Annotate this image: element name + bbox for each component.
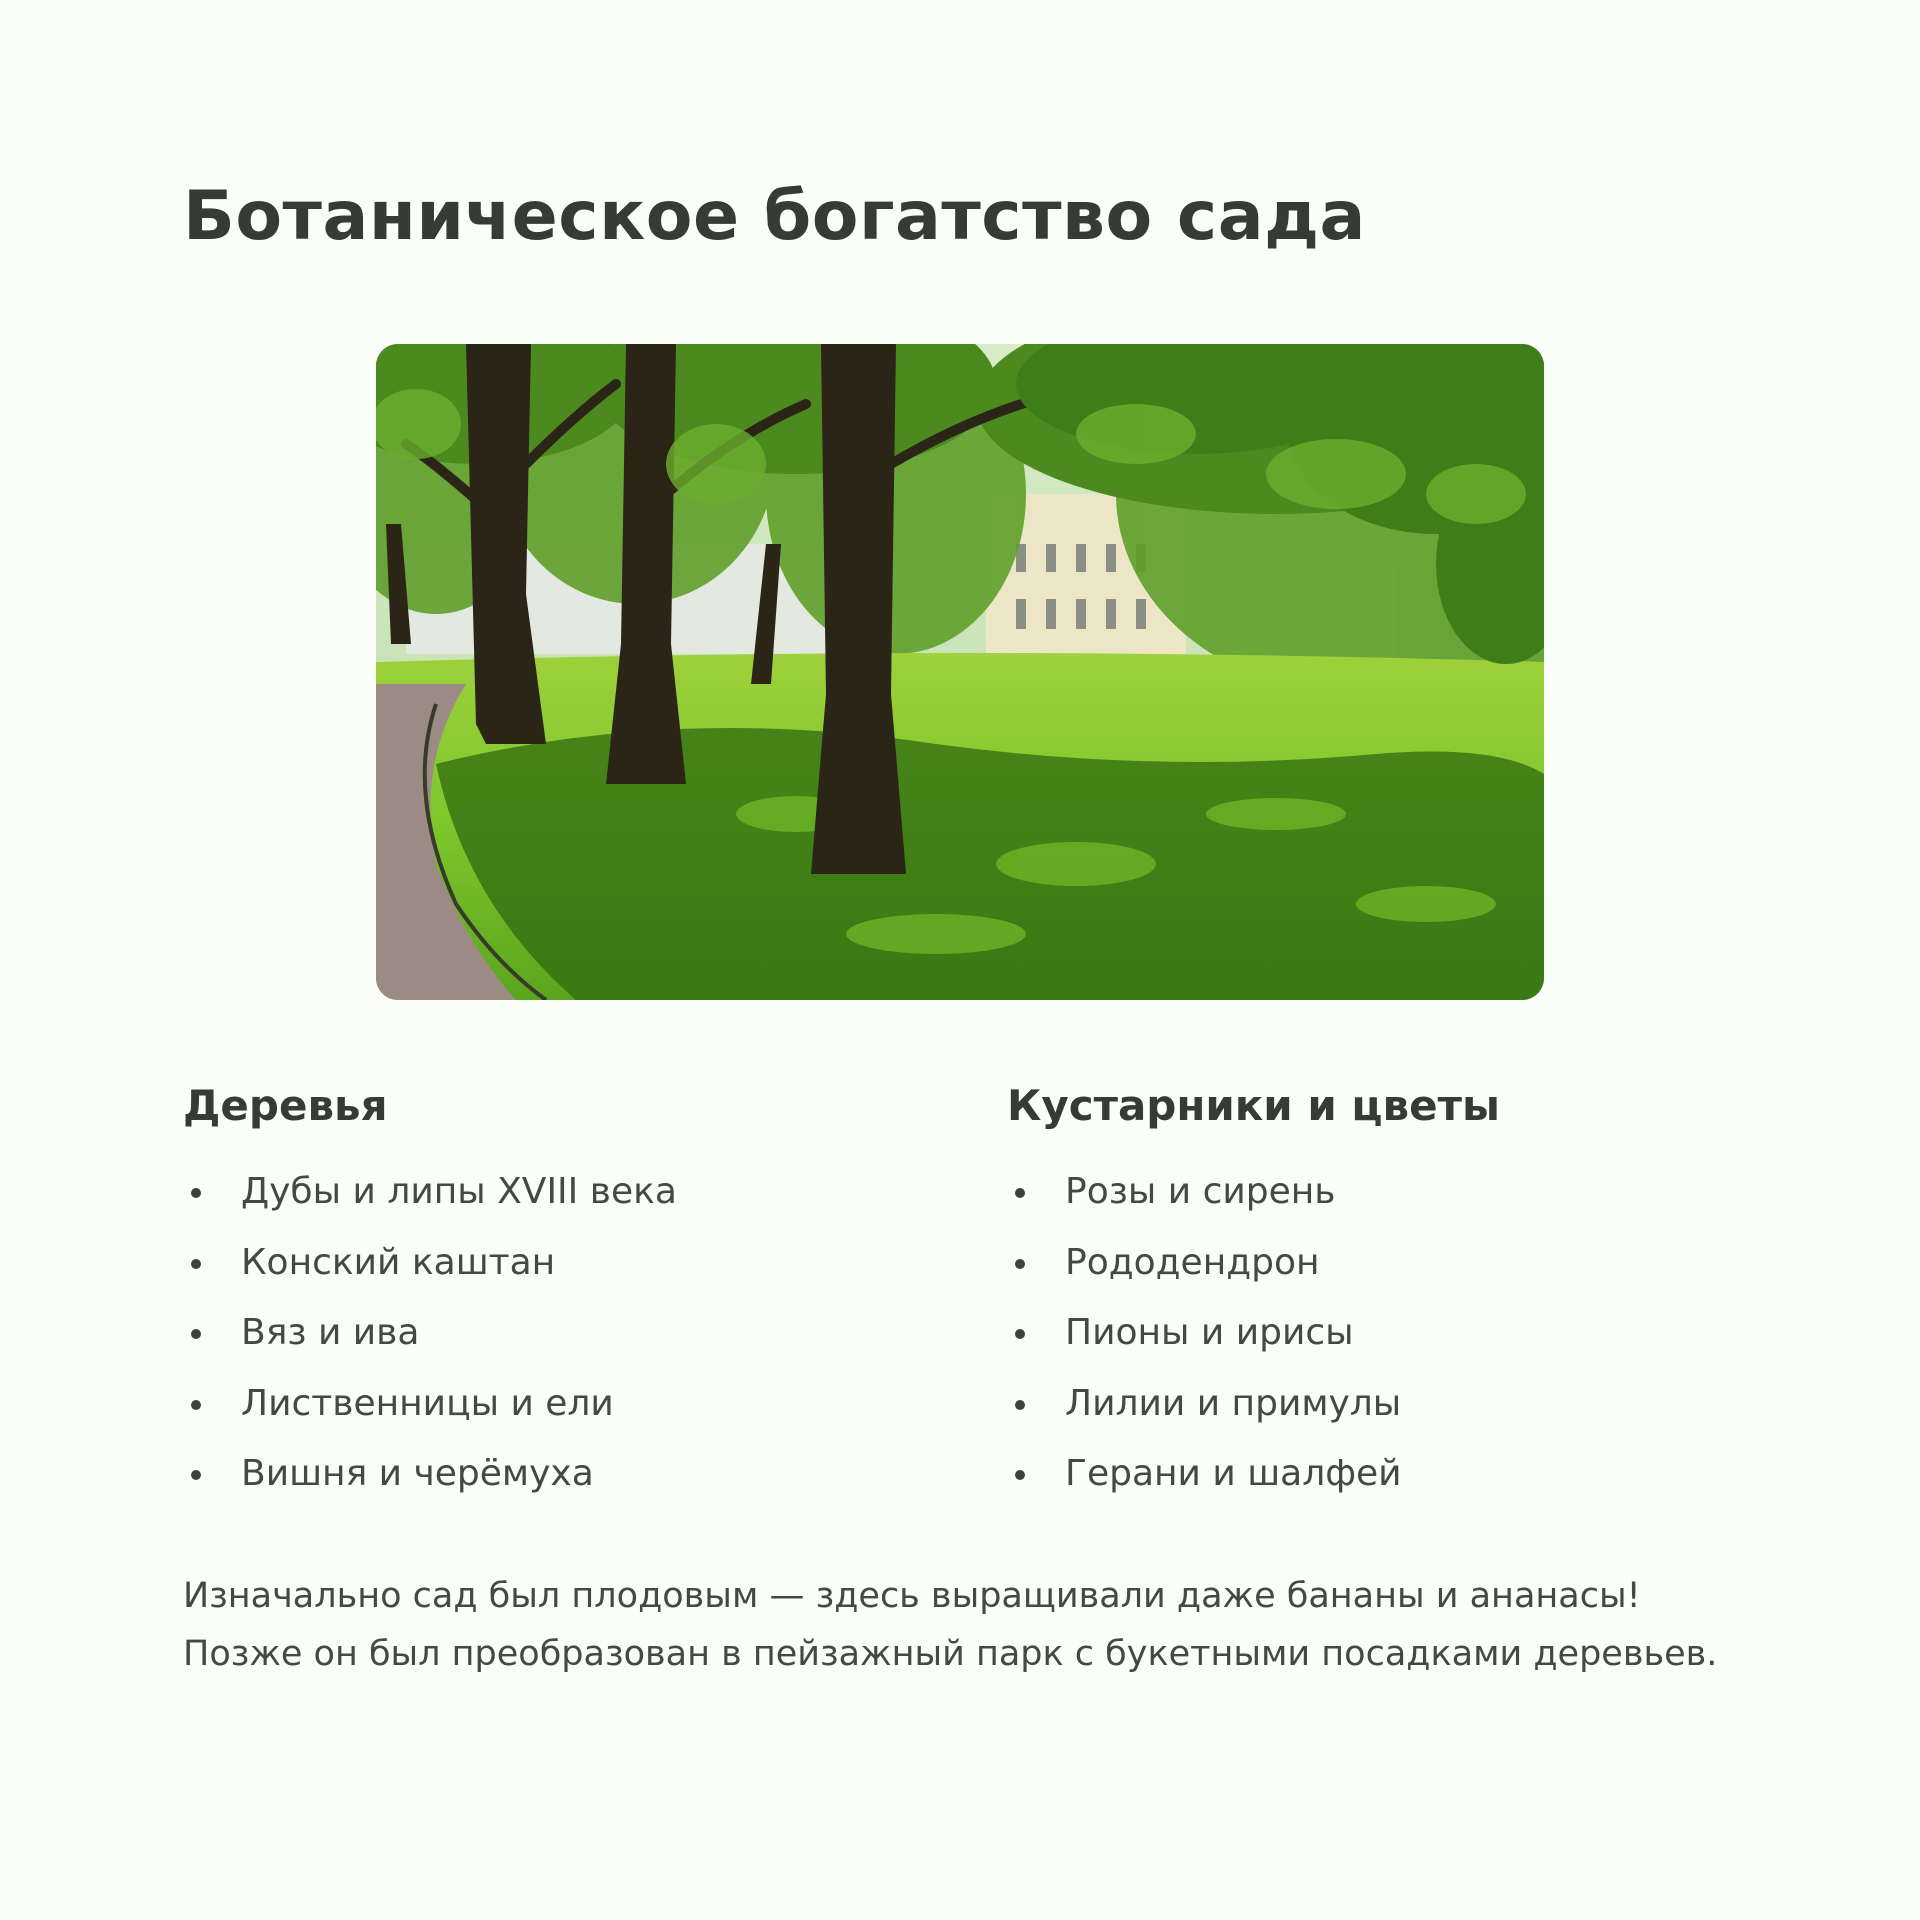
park-photo-image bbox=[376, 344, 1544, 1000]
list-item bbox=[183, 1382, 677, 1453]
shrubs-list bbox=[1007, 1170, 1500, 1523]
list-item-text: Вяз и ива bbox=[241, 1312, 420, 1353]
list-item-text: Дубы и липы XVIII века bbox=[241, 1171, 677, 1212]
trees-heading: Деревья bbox=[183, 1081, 388, 1130]
list-item bbox=[1007, 1170, 1500, 1241]
bullet-icon bbox=[1015, 1259, 1025, 1269]
bullet-icon bbox=[191, 1188, 201, 1198]
list-item-text: Конский каштан bbox=[241, 1241, 556, 1283]
bullet-icon bbox=[1015, 1400, 1025, 1410]
list-item-text: Лиственницы и ели bbox=[241, 1382, 614, 1424]
list-item bbox=[1007, 1382, 1500, 1453]
shrubs-heading: Кустарники и цветы bbox=[1007, 1081, 1500, 1130]
bullet-icon bbox=[191, 1470, 201, 1480]
list-item-text: Рододендрон bbox=[1065, 1241, 1320, 1283]
list-item-text: Пионы и ирисы bbox=[1065, 1312, 1354, 1353]
history-note: Изначально сад был плодовым — здесь выращивали даже бананы и ананасы! Позже он был преобразован в пейзажный парк с букетными посадками деревьев. bbox=[183, 1576, 1718, 1674]
bullet-icon bbox=[1015, 1329, 1025, 1339]
bullet-icon bbox=[1015, 1470, 1025, 1480]
list-item bbox=[183, 1170, 677, 1241]
list-item-text: Розы и сирень bbox=[1065, 1171, 1336, 1212]
list-item bbox=[1007, 1452, 1500, 1523]
list-item-text: Лилии и примулы bbox=[1065, 1382, 1402, 1424]
list-item-text: Герани и шалфей bbox=[1065, 1453, 1402, 1494]
page-title: Ботаническое богатство сада bbox=[183, 177, 1366, 256]
park-photo bbox=[376, 344, 1544, 1000]
list-item bbox=[1007, 1241, 1500, 1312]
list-item bbox=[1007, 1311, 1500, 1382]
list-item bbox=[183, 1311, 677, 1382]
trees-list bbox=[183, 1170, 677, 1523]
bullet-icon bbox=[191, 1400, 201, 1410]
bullet-icon bbox=[191, 1259, 201, 1269]
list-item bbox=[183, 1241, 677, 1312]
bullet-icon bbox=[191, 1329, 201, 1339]
list-item-text: Вишня и черёмуха bbox=[241, 1453, 594, 1494]
list-item bbox=[183, 1452, 677, 1523]
trees-column bbox=[183, 1078, 677, 1523]
shrubs-column bbox=[1007, 1078, 1500, 1523]
bullet-icon bbox=[1015, 1188, 1025, 1198]
